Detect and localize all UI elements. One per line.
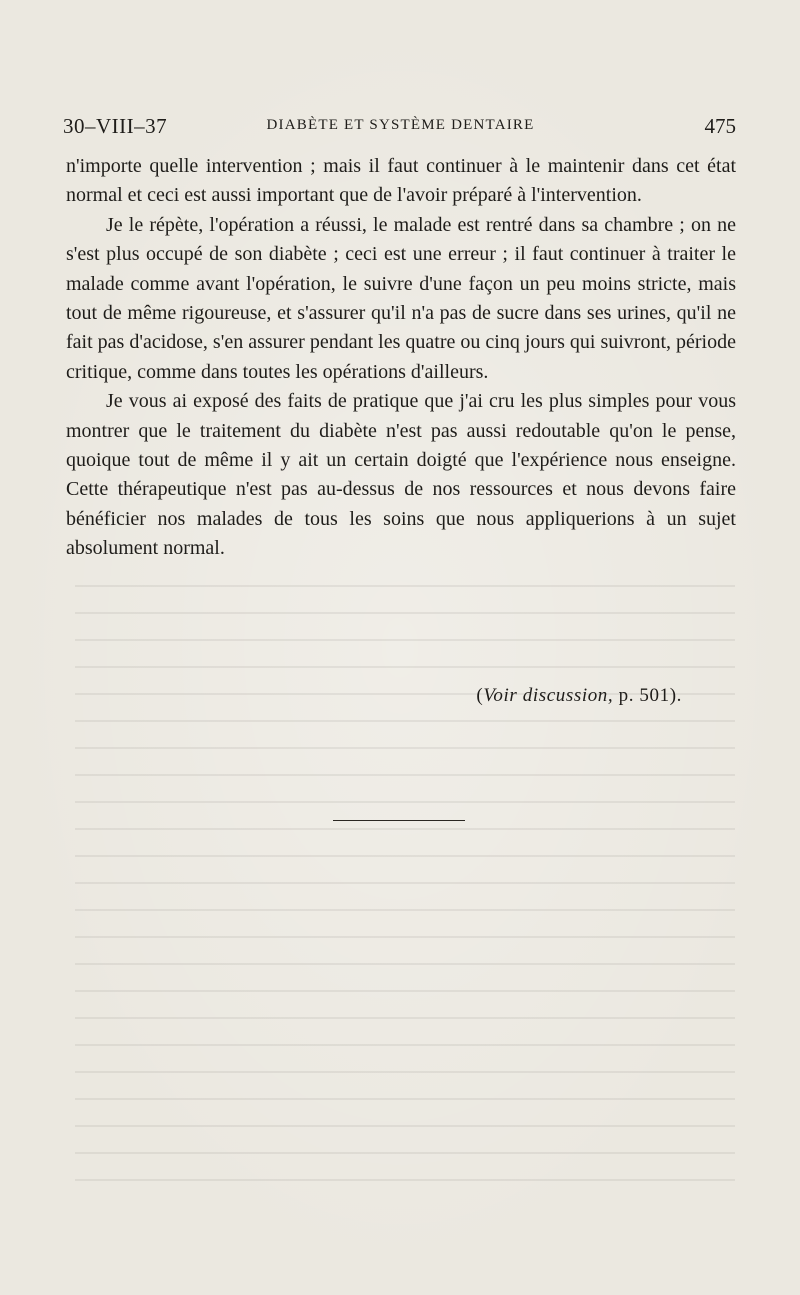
- discussion-page-ref: p. 501).: [613, 685, 682, 706]
- header-date: 30–VIII–37: [63, 114, 168, 138]
- section-divider: [333, 820, 465, 821]
- body-text: [66, 152, 736, 564]
- discussion-note: [0, 685, 682, 707]
- show-through-texture: [75, 585, 735, 1205]
- header-title: DIABÈTE ET SYSTÈME DENTAIRE: [266, 117, 535, 133]
- paragraph-1: n'importe quelle intervention ; mais il faut continuer à le maintenir dans cet état normal et ceci est aussi important que de l'avoir préparé à l'intervention.: [66, 155, 736, 207]
- paragraph-2: Je le répète, l'opération a réussi, le malade est rentré dans sa chambre ; on ne s'est plus occupé de son diabète ; ceci est une erreur ; il faut continuer à traiter le malade comme avant l'opération, le suivre d'une façon un peu moins stricte, mais tout de même rigoureuse, et s'assurer qu'il n'a pas de sucre dans ses urines, qu'il ne fait pas d'acidose, s'en assurer pendant les quatre ou cinq jours qui suivront, période critique, comme dans toutes les opérations d'ailleurs.: [66, 213, 736, 383]
- page-number: 475: [704, 114, 736, 138]
- running-head: [63, 114, 738, 138]
- discussion-italic: Voir discussion,: [483, 685, 614, 706]
- paragraph-3: Je vous ai exposé des faits de pratique que j'ai cru les plus simples pour vous montrer que le traitement du diabète n'est pas aussi redoutable qu'on le pense, quoique tout de même il y ait un certain doigté que l'expérience nous enseigne. Cette thérapeutique n'est pas au-dessus de nos ressources et nous devons faire bénéficier nos malades de tous les soins que nous appliquerions à un sujet absolument normal.: [66, 390, 736, 560]
- discussion-open-paren: (: [476, 685, 484, 706]
